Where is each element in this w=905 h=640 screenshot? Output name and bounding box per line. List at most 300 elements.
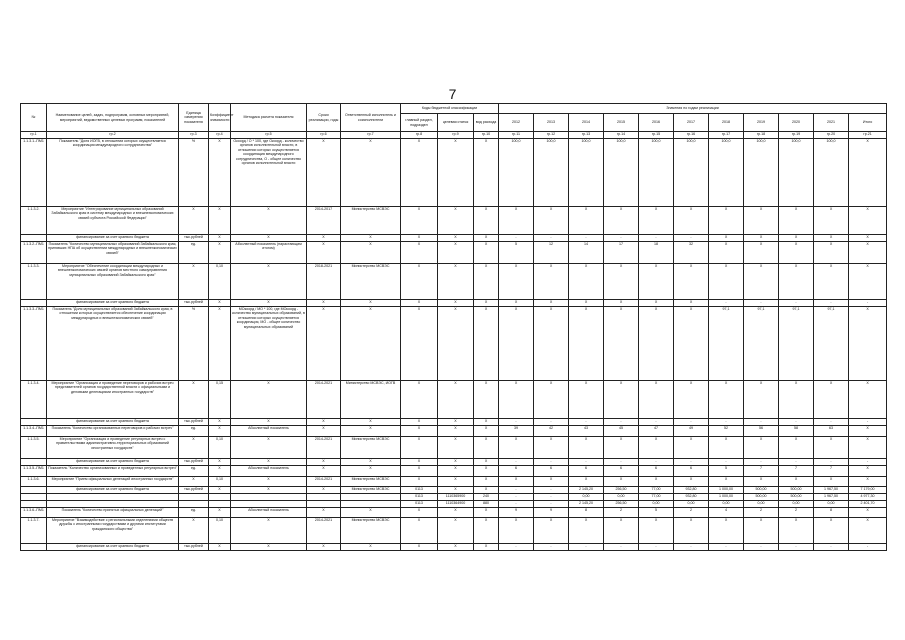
table-row	[21, 518, 887, 544]
table-cell: X	[474, 235, 499, 242]
row-number	[21, 459, 47, 466]
table-cell: X	[341, 307, 401, 381]
table-cell: 6	[534, 466, 569, 477]
column-number: гр.18	[744, 132, 779, 139]
table-cell: X	[307, 419, 341, 426]
table-cell: X	[474, 544, 499, 551]
column-number: гр.5	[231, 132, 307, 139]
column-number: гр.11	[499, 132, 534, 139]
row-name: финансирование за счет краевого бюджета	[47, 459, 179, 466]
table-cell: X	[438, 207, 474, 235]
table-cell: 56	[744, 426, 779, 437]
table-cell: 2014-2021	[307, 437, 341, 459]
row-number: 1.1.3.2.	[21, 207, 47, 235]
table-cell: 100,0	[744, 139, 779, 207]
table-cell: X	[474, 139, 499, 207]
table-cell: X	[474, 426, 499, 437]
table-cell: X	[209, 508, 231, 518]
header-year: 2013	[534, 114, 569, 132]
table-cell: X	[231, 419, 307, 426]
table-cell: X	[209, 300, 231, 307]
table-cell: X	[674, 381, 709, 419]
table-cell: 100,0	[499, 139, 534, 207]
table-cell: X	[499, 437, 534, 459]
table-cell: -	[744, 300, 779, 307]
row-name: Показатель "Количество принятых официальных делегаций"	[47, 508, 179, 518]
table-cell: тыс.рублей	[179, 300, 209, 307]
table-cell: 240	[474, 494, 499, 501]
table-cell: X	[474, 508, 499, 518]
table-cell: -	[709, 459, 744, 466]
table-cell: -	[499, 487, 534, 494]
table-cell: X	[474, 207, 499, 235]
table-cell: X	[438, 307, 474, 381]
table-cell: -	[604, 459, 639, 466]
table-cell: X	[231, 300, 307, 307]
table-cell: 1 967,50	[814, 494, 849, 501]
column-number: гр.3	[179, 132, 209, 139]
table-cell: 2014-2021	[307, 518, 341, 544]
row-name: Мероприятие "Интегрирование муниципальных образований Забайкальского края в систему международных и внешнеэкономических связей субъекта Российской Федерации"	[47, 207, 179, 235]
table-cell: -	[534, 494, 569, 501]
table-cell: X	[604, 518, 639, 544]
table-cell: -	[534, 459, 569, 466]
table-cell: МОкоорд / МО * 100, где МОкоорд - количество муниципальных образований, в отношении которых осуществляется координация, МО - общее количество муниципальных образований	[231, 307, 307, 381]
table-cell: -	[814, 544, 849, 551]
table-cell: X	[474, 518, 499, 544]
row-name: Мероприятие "Организация и проведение регулярных встреч с правительствами административно-территориальных образований иностранных государств"	[47, 437, 179, 459]
header-year: 2019	[744, 114, 779, 132]
table-row	[21, 466, 887, 477]
table-cell: X	[474, 381, 499, 419]
header-year: 2021	[814, 114, 849, 132]
table-cell: X	[438, 300, 474, 307]
row-name: Мероприятие "Прием официальных делегаций иностранных государств"	[47, 477, 179, 487]
column-number: гр.20	[814, 132, 849, 139]
table-cell: ед.	[179, 466, 209, 477]
table-cell: X	[209, 307, 231, 381]
row-number: 1.1.3.4.	[21, 381, 47, 419]
table-cell: X	[744, 242, 779, 264]
table-cell: X	[849, 139, 887, 207]
table-cell: X	[744, 381, 779, 419]
table-cell: -	[534, 419, 569, 426]
table-cell: X	[534, 518, 569, 544]
table-cell: X	[307, 235, 341, 242]
table-cell: X	[401, 235, 438, 242]
column-number: гр.15	[639, 132, 674, 139]
table-cell: X	[814, 518, 849, 544]
table-cell: X	[744, 477, 779, 487]
row-number: 1.1.3.5.-ПМ1	[21, 466, 47, 477]
table-cell: 7 179,00	[849, 487, 887, 494]
table-cell: X	[814, 207, 849, 235]
table-cell: X	[474, 459, 499, 466]
header-num: №	[21, 104, 47, 132]
header-code-section: главный раздел, подраздел	[401, 114, 438, 132]
table-cell: Абсолютный показатель	[231, 508, 307, 518]
table-cell: X	[341, 466, 401, 477]
table-cell: X	[401, 307, 438, 381]
financing-row	[21, 235, 887, 242]
table-cell: 100,0	[814, 139, 849, 207]
table-cell: 32	[674, 242, 709, 264]
table-cell: X	[341, 426, 401, 437]
table-cell: X	[231, 235, 307, 242]
table-cell: 1110364900	[438, 501, 474, 508]
table-cell: тыс.рублей	[179, 544, 209, 551]
table-cell: X	[438, 544, 474, 551]
table-cell: 0,00	[709, 501, 744, 508]
table-row	[21, 426, 887, 437]
table-cell: X	[779, 437, 814, 459]
table-cell: X	[231, 518, 307, 544]
table-cell: X	[674, 300, 709, 307]
table-cell: X	[307, 459, 341, 466]
table-cell: X	[849, 508, 887, 518]
table-cell	[231, 494, 307, 501]
table-cell: 0,00	[744, 501, 779, 508]
table-cell: -	[744, 544, 779, 551]
table-cell: -	[534, 487, 569, 494]
table-cell: X	[499, 477, 534, 487]
table-cell: 100,0	[569, 139, 604, 207]
table-cell: 0,00	[814, 501, 849, 508]
table-cell: -	[779, 544, 814, 551]
table-cell: -	[499, 494, 534, 501]
table-cell: X	[534, 437, 569, 459]
table-cell: ед.	[179, 242, 209, 264]
table-cell: 100,0	[674, 139, 709, 207]
row-name: финансирование за счет краевого бюджета	[47, 487, 179, 494]
table-cell: X	[604, 264, 639, 300]
table-cell: X	[744, 207, 779, 235]
table-cell: X	[534, 264, 569, 300]
table-cell: X	[307, 426, 341, 437]
table-cell: X	[341, 300, 401, 307]
header-year: 2015	[604, 114, 639, 132]
column-number: гр.12	[534, 132, 569, 139]
table-cell: X	[474, 487, 499, 494]
table-cell: 97,1	[709, 307, 744, 381]
table-cell: X	[401, 300, 438, 307]
table-cell: Министерство МСВЭС	[341, 487, 401, 494]
column-number: гр.4	[209, 132, 231, 139]
column-number: гр.2	[47, 132, 179, 139]
table-cell: X	[179, 381, 209, 419]
table-cell: X	[179, 437, 209, 459]
table-cell: -	[534, 235, 569, 242]
table-cell: X	[639, 518, 674, 544]
table-cell: 2	[674, 508, 709, 518]
table-cell: X	[744, 264, 779, 300]
table-cell: 43	[569, 426, 604, 437]
table-cell: 7	[814, 466, 849, 477]
table-cell: X	[401, 242, 438, 264]
table-cell: Абсолютный показатель (нарастающим итогом)	[231, 242, 307, 264]
table-cell: 0,00	[674, 501, 709, 508]
table-cell: 500,00	[744, 487, 779, 494]
table-cell: X	[231, 477, 307, 487]
table-cell: -	[604, 235, 639, 242]
table-cell: X	[401, 426, 438, 437]
table-cell: 8	[569, 508, 604, 518]
table-cell: -	[674, 544, 709, 551]
table-row	[21, 437, 887, 459]
table-cell: 1110365900	[438, 494, 474, 501]
row-number: 1.1.3.6.	[21, 477, 47, 487]
table-cell: X	[231, 459, 307, 466]
table-cell: X	[849, 426, 887, 437]
table-cell: X	[209, 426, 231, 437]
table-cell: 100,0	[604, 139, 639, 207]
table-cell: Министерство МСВЭС	[341, 518, 401, 544]
table-cell: X	[814, 381, 849, 419]
column-number: гр.21	[849, 132, 887, 139]
row-name: финансирование за счет краевого бюджета	[47, 235, 179, 242]
table-cell: X	[499, 307, 534, 381]
table-cell: X	[849, 466, 887, 477]
table-cell: Абсолютный показатель	[231, 426, 307, 437]
table-cell: X	[209, 242, 231, 264]
table-cell: -	[499, 459, 534, 466]
column-number: гр.7	[341, 132, 401, 139]
table-cell: X	[534, 477, 569, 487]
table-cell: 100,0	[639, 139, 674, 207]
header-row	[21, 104, 887, 114]
table-cell: X	[569, 437, 604, 459]
table-cell: X	[674, 477, 709, 487]
table-cell: X	[849, 207, 887, 235]
table-cell: X	[401, 544, 438, 551]
column-number: гр.6	[307, 132, 341, 139]
table-cell: -	[569, 419, 604, 426]
table-cell: X	[438, 459, 474, 466]
table-cell: X	[307, 508, 341, 518]
row-number: 1.1.3.6.-ПМ1	[21, 508, 47, 518]
table-cell: 0,10	[209, 477, 231, 487]
column-number: гр.10	[474, 132, 499, 139]
table-cell: X	[438, 518, 474, 544]
table-cell: X	[341, 242, 401, 264]
table-cell: 0,00	[779, 501, 814, 508]
financing-row	[21, 494, 887, 501]
table-cell: 9	[499, 508, 534, 518]
table-cell: X	[604, 300, 639, 307]
table-cell: -	[709, 544, 744, 551]
table-cell: тыс.рублей	[179, 235, 209, 242]
row-name	[47, 494, 179, 501]
table-cell: 18	[639, 242, 674, 264]
table-cell: 52	[709, 426, 744, 437]
table-cell: 0,00	[604, 494, 639, 501]
table-cell: X	[849, 264, 887, 300]
table-cell: 0,00	[569, 494, 604, 501]
table-cell: X	[341, 544, 401, 551]
column-number: гр.13	[569, 132, 604, 139]
table-cell: X	[569, 518, 604, 544]
table-cell: -	[849, 544, 887, 551]
table-row	[21, 264, 887, 300]
table-cell: -	[569, 544, 604, 551]
table-cell: X	[814, 437, 849, 459]
table-cell: 7	[779, 466, 814, 477]
table-cell: X	[779, 242, 814, 264]
column-number: гр.17	[709, 132, 744, 139]
table-cell: 100,0	[534, 139, 569, 207]
row-number	[21, 487, 47, 494]
table-cell: Министерство МСВЭС	[341, 264, 401, 300]
table-cell: %	[179, 139, 209, 207]
table-cell: 45	[604, 426, 639, 437]
header-values: Значения по годам реализации	[499, 104, 887, 114]
table-cell: X	[779, 381, 814, 419]
table-cell: X	[709, 264, 744, 300]
table-row	[21, 381, 887, 419]
table-cell: X	[209, 139, 231, 207]
table-cell: X	[569, 477, 604, 487]
table-cell: X	[849, 518, 887, 544]
table-cell: X	[307, 544, 341, 551]
table-cell: -	[744, 459, 779, 466]
table-cell: X	[709, 207, 744, 235]
table-cell: X	[534, 307, 569, 381]
table-cell: 97,1	[744, 307, 779, 381]
header-executor: Ответственный исполнитель и соисполнители	[341, 104, 401, 132]
table-cell: X	[849, 477, 887, 487]
table-cell: -	[639, 544, 674, 551]
table-cell: X	[401, 207, 438, 235]
table-cell: X	[604, 477, 639, 487]
table-cell: X	[179, 264, 209, 300]
table-cell: X	[438, 242, 474, 264]
table-cell: 5	[499, 242, 534, 264]
row-name: Показатель "Количество муниципальных образований Забайкальского края, принявших НПА об осуществлении международных и внешнеэкономических связей"	[47, 242, 179, 264]
column-number: гр.9	[438, 132, 474, 139]
header-code-article: целевая статья	[438, 114, 474, 132]
table-cell: X	[231, 437, 307, 459]
table-cell: X	[341, 419, 401, 426]
table-cell: 932,80	[674, 494, 709, 501]
table-cell: 6	[639, 466, 674, 477]
table-cell: X	[814, 235, 849, 242]
table-cell: X	[499, 264, 534, 300]
table-cell: X	[307, 487, 341, 494]
table-cell: Абсолютный показатель	[231, 466, 307, 477]
table-cell: X	[474, 437, 499, 459]
row-number: 1.1.3.3.-ПМ1	[21, 307, 47, 381]
table-cell: X	[401, 459, 438, 466]
table-cell: -	[639, 419, 674, 426]
column-number: гр.1	[21, 132, 47, 139]
table-cell: -	[569, 235, 604, 242]
table-cell: X	[814, 264, 849, 300]
table-cell: X	[401, 139, 438, 207]
table-cell: X	[401, 419, 438, 426]
table-cell: X	[438, 264, 474, 300]
table-cell: X	[779, 518, 814, 544]
table-cell: 49	[674, 426, 709, 437]
row-name: Показатель "Количество организованных и проведенных регулярных встреч"	[47, 466, 179, 477]
table-cell: 4	[709, 508, 744, 518]
table-row	[21, 207, 887, 235]
row-number: 1.1.3.5.	[21, 437, 47, 459]
table-cell: X	[569, 207, 604, 235]
financing-row	[21, 487, 887, 494]
table-cell: 5	[709, 466, 744, 477]
table-cell: X	[779, 264, 814, 300]
row-name: финансирование за счет краевого бюджета	[47, 419, 179, 426]
table-cell: X	[438, 139, 474, 207]
row-number	[21, 544, 47, 551]
table-cell: -	[604, 544, 639, 551]
table-cell: 0,10	[209, 264, 231, 300]
header-year: 2012	[499, 114, 534, 132]
table-cell: 2	[779, 508, 814, 518]
table-cell: 2	[744, 508, 779, 518]
financing-row	[21, 501, 887, 508]
table-cell: X	[474, 300, 499, 307]
table-cell: X	[709, 381, 744, 419]
table-cell: X	[499, 300, 534, 307]
header-name: Наименование целей, задач, подпрограмм, основных мероприятий, мероприятий, ведомственных целевых программ, показателей	[47, 104, 179, 132]
table-cell: X	[639, 477, 674, 487]
column-number: гр.19	[779, 132, 814, 139]
table-cell: X	[674, 264, 709, 300]
table-cell: -	[814, 300, 849, 307]
table-cell: X	[534, 207, 569, 235]
table-cell: X	[209, 487, 231, 494]
header-year: 2017	[674, 114, 709, 132]
table-cell: X	[231, 381, 307, 419]
table-cell: 0,10	[209, 437, 231, 459]
header-year: 2016	[639, 114, 674, 132]
table-row	[21, 307, 887, 381]
table-cell: 14	[569, 242, 604, 264]
financing-row	[21, 544, 887, 551]
table-cell: X	[474, 466, 499, 477]
table-cell: X	[231, 207, 307, 235]
table-cell: 8	[814, 508, 849, 518]
column-number: гр.16	[674, 132, 709, 139]
table-cell: X	[438, 466, 474, 477]
table-cell: 256,50	[604, 487, 639, 494]
table-cell: 1 967,50	[814, 487, 849, 494]
table-cell: X	[639, 207, 674, 235]
table-cell: 100,0	[709, 139, 744, 207]
table-cell: -	[849, 300, 887, 307]
table-cell: X	[231, 264, 307, 300]
row-number	[21, 300, 47, 307]
table-cell: X	[779, 477, 814, 487]
table-cell: Министерство МСВЭС	[341, 207, 401, 235]
table-cell	[341, 494, 401, 501]
table-cell: 39	[499, 426, 534, 437]
table-cell: X	[209, 544, 231, 551]
table-cell: 500,00	[779, 487, 814, 494]
table-cell: X	[231, 544, 307, 551]
table-cell: X	[639, 264, 674, 300]
header-codes: Коды бюджетной классификации	[401, 104, 499, 114]
table-cell: X	[709, 518, 744, 544]
table-cell: X	[674, 518, 709, 544]
table-cell: X	[438, 437, 474, 459]
table-cell: -	[499, 544, 534, 551]
table-cell: X	[849, 381, 887, 419]
table-cell: X	[401, 381, 438, 419]
table-cell: 77,00	[639, 494, 674, 501]
row-number	[21, 235, 47, 242]
